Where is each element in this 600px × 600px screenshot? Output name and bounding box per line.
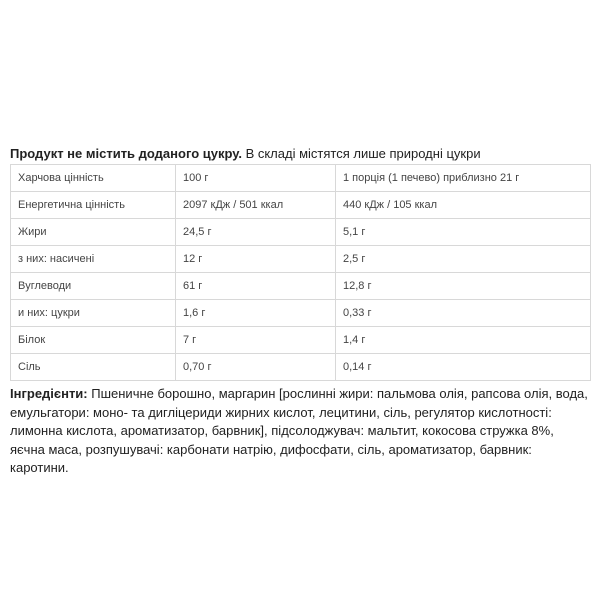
nutrient-name: Білок xyxy=(11,327,176,354)
value-per-portion: 1 порція (1 печево) приблизно 21 г xyxy=(336,165,591,192)
product-info xyxy=(10,146,590,478)
ingredients-text: Пшеничне борошно, маргарин [рослинні жири: пальмова олія, рапсова олія, вода, емульгатори: моно- та дигліцериди жирних кислот, лецитини, сіль, регулятор кислотності: лимонна кислота, ароматизатор, барвник], підсолоджувач: мальтит, кокосова стружка 8%, яєчна маса, розпушувачі: карбонати натрію, дифосфати, сіль, ароматизатор, барвник: каротини. xyxy=(10,386,588,475)
nutrient-name: Харчова цінність xyxy=(11,165,176,192)
value-per-portion: 0,33 г xyxy=(336,300,591,327)
value-per-portion: 1,4 г xyxy=(336,327,591,354)
nutrient-name: з них: насичені xyxy=(11,246,176,273)
ingredients-paragraph xyxy=(10,385,590,478)
nutrient-name: Сіль xyxy=(11,354,176,381)
ingredients-label: Інгредієнти: xyxy=(10,386,88,401)
sugar-note-bold: Продукт не містить доданого цукру. xyxy=(10,146,242,161)
value-per-100g: 7 г xyxy=(176,327,336,354)
sugar-note-text: В складі містятся лише природні цукри xyxy=(241,146,481,161)
value-per-100g: 61 г xyxy=(176,273,336,300)
value-per-100g: 0,70 г xyxy=(176,354,336,381)
value-per-100g: 24,5 г xyxy=(176,219,336,246)
table-row xyxy=(11,246,591,273)
nutrient-name: и них: цукри xyxy=(11,300,176,327)
value-per-100g: 2097 кДж / 501 ккал xyxy=(176,192,336,219)
value-per-portion: 440 кДж / 105 ккал xyxy=(336,192,591,219)
value-per-100g: 100 г xyxy=(176,165,336,192)
nutrient-name: Енергетична цінність xyxy=(11,192,176,219)
table-row xyxy=(11,300,591,327)
table-row xyxy=(11,327,591,354)
nutrient-name: Вуглеводи xyxy=(11,273,176,300)
table-row xyxy=(11,192,591,219)
table-row xyxy=(11,273,591,300)
value-per-portion: 2,5 г xyxy=(336,246,591,273)
nutrition-table xyxy=(10,164,591,381)
table-row xyxy=(11,354,591,381)
table-row xyxy=(11,219,591,246)
sugar-note xyxy=(10,146,590,162)
value-per-portion: 0,14 г xyxy=(336,354,591,381)
value-per-100g: 12 г xyxy=(176,246,336,273)
value-per-portion: 5,1 г xyxy=(336,219,591,246)
table-row xyxy=(11,165,591,192)
nutrient-name: Жири xyxy=(11,219,176,246)
value-per-portion: 12,8 г xyxy=(336,273,591,300)
value-per-100g: 1,6 г xyxy=(176,300,336,327)
